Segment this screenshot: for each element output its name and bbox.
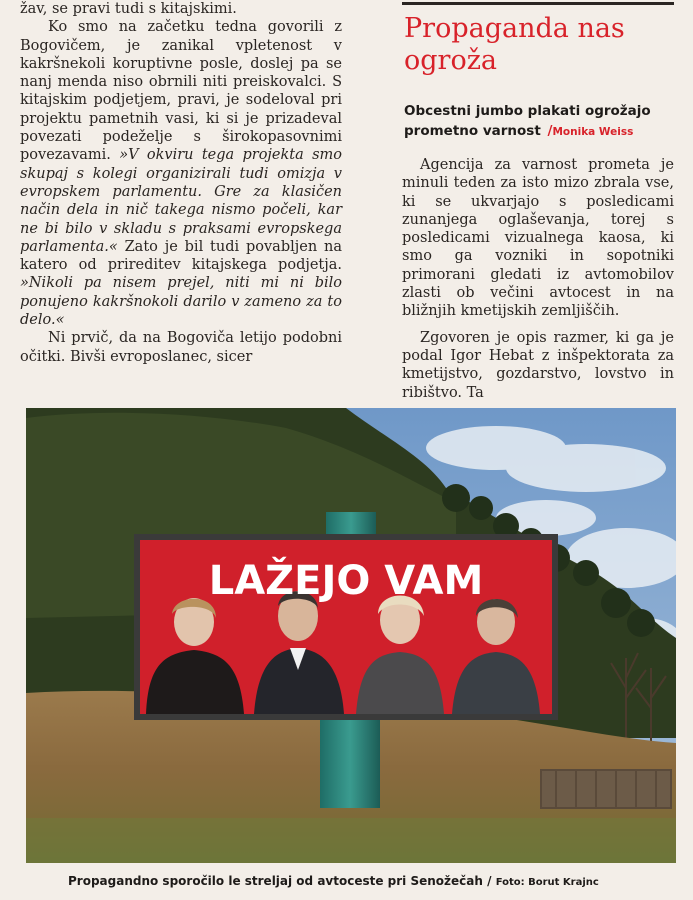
- caption-text: Propagandno sporočilo le streljaj od avtoceste pri Senožečah: [68, 874, 483, 888]
- paragraph-1: [20, 18, 342, 329]
- article-body: [402, 156, 674, 402]
- billboard-photo: [26, 408, 676, 863]
- left-article-column: [20, 0, 342, 366]
- byline-separator: /: [547, 123, 553, 139]
- paragraph-1-text: Ko smo na začetku tedna govorili z Bogovičem, je zanikal vpletenost v kakršnekoli koruptivne posle, doslej pa se nanj menda niso obrnili niti preiskovalci. S kitajskim podjetjem, pravi, je sodeloval pri projektu pametnih vasi, ki si je prizadeval povezati podeželje s širokopasovnimi povezavami.: [20, 19, 342, 164]
- body-paragraph-1: Agencija za varnost prometa je minuli teden za isto mizo zbrala vse, ki se ukvarjajo s posledicami zunanjega oglaševanja, torej s posledicami vizualnega kaosa, ki smo ga vozniki in sopotniki primorani gledati iz avtomobilov zlasti ob večini avtocest in na bližnjih kmetijskih zemljiščih.: [402, 157, 674, 320]
- photo-caption: [68, 874, 599, 888]
- wooden-fence: [541, 770, 671, 808]
- column-top-rule: [402, 2, 674, 5]
- billboard-text: LAŽEJO VAM: [208, 558, 484, 604]
- quote-2: »Nikoli pa nisem prejel, niti mi ni bilo ponujeno kakršnokoli darilo v zameno za to delo.«: [20, 275, 342, 329]
- photo-credit: Foto: Borut Krajnc: [495, 877, 599, 888]
- paragraph-2: Ni prvič, da na Bogoviča letijo podobni očitki. Bivši evroposlanec, sicer: [20, 330, 342, 365]
- text-line-intro: žav, se pravi tudi s kitajskimi.: [20, 1, 237, 17]
- quote-1: »V okviru tega projekta smo skupaj s kolegi organizirali tudi omizja v evropskem parlamentu. Gre za klasičen način dela in nič takega nismo počeli, kar ne bi bilo v skladu s praksami evropskega parlamenta.«: [20, 147, 342, 255]
- right-article-column: [402, 0, 674, 402]
- article-headline: Propaganda nas ogroža: [404, 13, 625, 76]
- paragraph-1-mid: Zato je bil tudi povabljen na katero od prireditev kitajskega podjetja.: [20, 238, 342, 274]
- billboard-post: [320, 708, 380, 808]
- credit-separator: /: [487, 874, 492, 888]
- article-subhead: [404, 101, 674, 142]
- author-byline: Monika Weiss: [552, 126, 634, 138]
- body-paragraph-2: Zgovoren je opis razmer, ki ga je podal Igor Hebat z inšpektorata za kmetijstvo, gozdarstvo, lovstvo in ribištvo. Ta: [402, 329, 674, 401]
- photo-illustration: [26, 408, 676, 863]
- subhead-text: Obcestni jumbo plakati ogrožajo prometno varnost: [404, 103, 651, 139]
